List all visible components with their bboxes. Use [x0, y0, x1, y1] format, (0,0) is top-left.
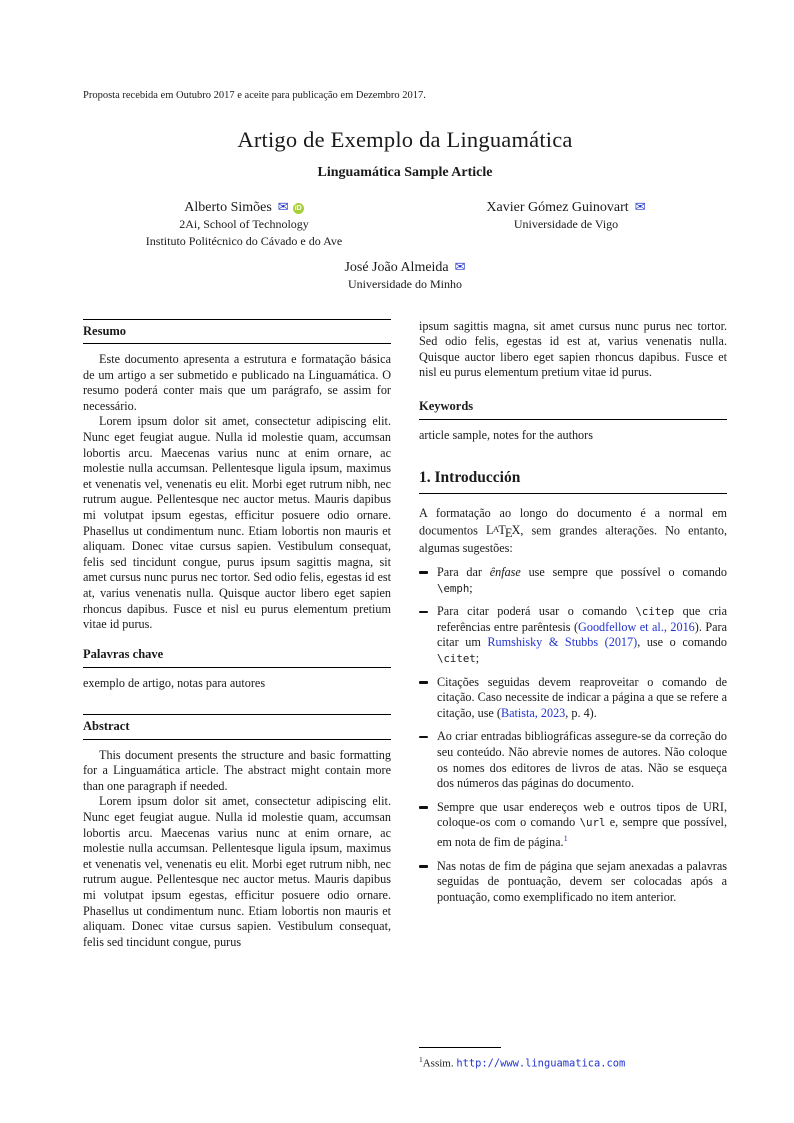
author-name	[83, 199, 405, 216]
paper-title: Artigo de Exemplo da Linguamática	[237, 127, 573, 152]
code-text: \citet	[437, 651, 476, 665]
author-name-text: José João Almeida	[344, 260, 449, 275]
suggestion-item-text	[437, 675, 727, 722]
suggestion-item	[419, 729, 727, 791]
code-text: \url	[579, 816, 606, 830]
text-run: Para citar poderá usar o comando	[437, 604, 636, 619]
author-affiliation: 2Ai, School of Technology	[179, 217, 309, 231]
footnote-marker: 1	[419, 1054, 423, 1064]
resumo-paragraph-1: Este documento apresenta a estrutura e formatação básica de um artigo a ser submetido e publicado na Linguamática. O resumo poderá conter mais que um parágrafo, se assim for necessário.	[83, 352, 391, 413]
dash-bullet-icon	[419, 611, 428, 614]
suggestion-item-text	[437, 800, 727, 851]
text-run: Ao criar entradas bibliográficas assegure-se da correção do seu conteúdo. Não abrevie nomes de autores. Não coloque os nomes dos editores de livros de atas. Não se esqueça dos números das páginas do documento.	[437, 729, 727, 791]
paper-subtitle: Linguamática Sample Article	[317, 165, 493, 180]
author-block-1	[83, 199, 405, 249]
palavras-chave-text: exemplo de artigo, notas para autores	[83, 676, 266, 691]
dash-bullet-icon	[419, 806, 428, 809]
footnote-divider	[419, 1047, 501, 1048]
palavras-chave-section	[83, 647, 391, 692]
suggestion-item	[419, 565, 727, 596]
page-content	[83, 90, 727, 1071]
code-text: \emph	[437, 581, 470, 595]
author-name	[405, 199, 727, 216]
suggestion-item	[419, 800, 727, 851]
suggestion-item	[419, 675, 727, 722]
suggestion-item-text	[437, 729, 727, 791]
text-run: , use o comando	[637, 635, 727, 650]
author-name-text: Alberto Simões	[184, 200, 272, 215]
abstract-continuation: ipsum sagittis magna, sit amet cursus nunc purus nec tortor. Sed odio felis, egestas id est at, varius venenatis nulla. Quisque auctor libero eget sapien rhoncus dapibus. Fusce et nisl eu purus elementum pretium vitae id purus.	[419, 318, 727, 380]
footnote-marker-link[interactable]: 1	[563, 833, 568, 843]
author-name-text: Xavier Gómez Guinovart	[486, 200, 629, 215]
introduction-lead	[419, 506, 727, 557]
keywords-text: article sample, notes for the authors	[419, 428, 593, 443]
latex-logo: $L^ATEX$	[485, 523, 521, 540]
keywords-heading: Keywords	[419, 399, 727, 421]
email-icon[interactable]: ✉	[634, 199, 646, 214]
suggestion-item-text	[437, 565, 727, 596]
suggestion-item-text	[437, 604, 727, 666]
abstract-paragraph-1: This document presents the structure and basic formatting for a Linguamática article. The abstract might contain more than one paragraph if needed.	[83, 747, 391, 793]
text-run: Nas notas de fim de página que sejam anexadas a palavras seguidas de pontuação, devem ser colocadas após a pontuação, como exemplificado no item anterior.	[437, 858, 727, 904]
suggestion-item-text	[437, 859, 727, 906]
citation-link[interactable]: Batista, 2023	[500, 705, 566, 720]
received-note: Proposta recebida em Outubro 2017 e aceite para publicação em Dezembro 2017.	[83, 90, 426, 101]
orcid-icon[interactable]: iD	[294, 205, 302, 212]
author-block-3	[83, 259, 727, 293]
text-run: e, sempre que possível, em nota de fim de página.	[437, 815, 727, 849]
abstract-heading: Abstract	[83, 714, 391, 740]
citation-link[interactable]: Rumshisky & Stubbs (2017)	[487, 635, 638, 650]
dash-bullet-icon	[419, 736, 428, 739]
suggestion-item	[419, 604, 727, 666]
resumo-heading: Resumo	[83, 319, 391, 345]
email-icon[interactable]: ✉	[454, 259, 466, 274]
citation-link[interactable]: Goodfellow et al., 2016	[578, 619, 695, 634]
dash-bullet-icon	[419, 571, 428, 574]
footnote-block	[419, 1047, 727, 1071]
text-run: Sempre que usar endereços web e outros tipos de URI, coloque-os com o comando	[437, 799, 727, 830]
text-run: , sem grandes alterações. No entanto, algumas sugestões:	[419, 523, 727, 556]
dash-bullet-icon	[419, 681, 428, 684]
column-right	[419, 319, 727, 1071]
dash-bullet-icon	[419, 865, 428, 868]
abstract-section	[83, 714, 391, 950]
introduction-section	[419, 468, 727, 905]
author-affiliation: Universidade de Vigo	[513, 217, 619, 231]
column-left	[83, 319, 391, 1071]
two-column-body	[83, 319, 727, 1071]
text-run: ;	[469, 580, 473, 595]
keywords-section	[419, 399, 727, 444]
text-run: ;	[475, 650, 480, 665]
author-name	[83, 259, 727, 276]
url-link[interactable]: http://www.linguamatica.com	[456, 1057, 626, 1070]
suggestion-item	[419, 859, 727, 906]
code-text: \citep	[635, 605, 675, 619]
text-run: use sempre que possível o comando	[520, 564, 727, 579]
emphasis-text: ênfase	[489, 564, 521, 579]
author-affiliation: Instituto Politécnico do Cávado e do Ave	[145, 233, 343, 248]
abstract-paragraph-2: Lorem ipsum dolor sit amet, consectetur adipiscing elit. Nunc eget feugiat augue. Nulla id molestie quam, accumsan lobortis arcu. Maecenas varius nunc at enim ornare, ac molestie nulla accumsan. Pellentesque ligula ipsum, maximus et venenatis vel, venenatis eu elit. Morbi eget rutrum nibh, nec rutrum augue. Pellentesque nec auctor metus. Mauris dapibus mi volutpat ipsum egestas, efficitur posuere odio ornare. Phasellus ut condimentum nunc. Etiam lobortis non mauris et aliquam. Donec vitae cursus sapien. Vestibulum consequat, felis sed tincidunt congue, purus	[83, 794, 391, 949]
authors-row	[83, 199, 727, 249]
text-run: Citações seguidas devem reaproveitar o comando de citação. Caso necessite de indicar a página a que se refere a citação, use (	[437, 674, 727, 720]
section-heading-introduction: 1. Introducción	[419, 468, 727, 494]
author-affiliation: Universidade do Minho	[348, 277, 462, 291]
text-run: , p. 4).	[565, 705, 597, 720]
suggestion-list	[419, 565, 727, 905]
text-run: ). Para citar um	[437, 619, 727, 650]
text-run: que cria referências entre parêntesis (	[437, 604, 727, 634]
email-icon[interactable]: ✉	[277, 199, 289, 214]
text-run: Assim.	[422, 1057, 457, 1070]
footnote-text	[419, 1053, 727, 1071]
author-block-2	[405, 199, 727, 249]
resumo-paragraph-2: Lorem ipsum dolor sit amet, consectetur adipiscing elit. Nunc eget feugiat augue. Nulla id molestie quam, accumsan lobortis arcu. Maecenas varius nunc at enim ornare, ac molestie nulla accumsan. Pellentesque ligula ipsum, maximus et venenatis vel, venenatis eu elit. Morbi eget rutrum nibh, nec rutrum augue. Pellentesque nec auctor metus. Mauris dapibus mi volutpat ipsum egestas, efficitur posuere odio ornare. Phasellus ut condimentum nunc. Etiam lobortis non mauris et aliquam. Donec vitae cursus sapien. Vestibulum consequat, felis sed tincidunt congue, purus ipsum sagittis magna, sit amet cursus nunc purus nec tortor. Sed odio felis, egestas id est at, varius venenatis nulla. Quisque auctor libero eget sapien rhoncus dapibus. Fusce et nisl eu purus elementum pretium vitae id purus.	[83, 414, 391, 632]
text-run: A formatação ao longo do documento é a normal em documentos	[419, 506, 727, 538]
text-run: Para dar	[437, 564, 490, 579]
resumo-section	[83, 319, 391, 633]
palavras-chave-heading: Palavras chave	[83, 647, 391, 669]
